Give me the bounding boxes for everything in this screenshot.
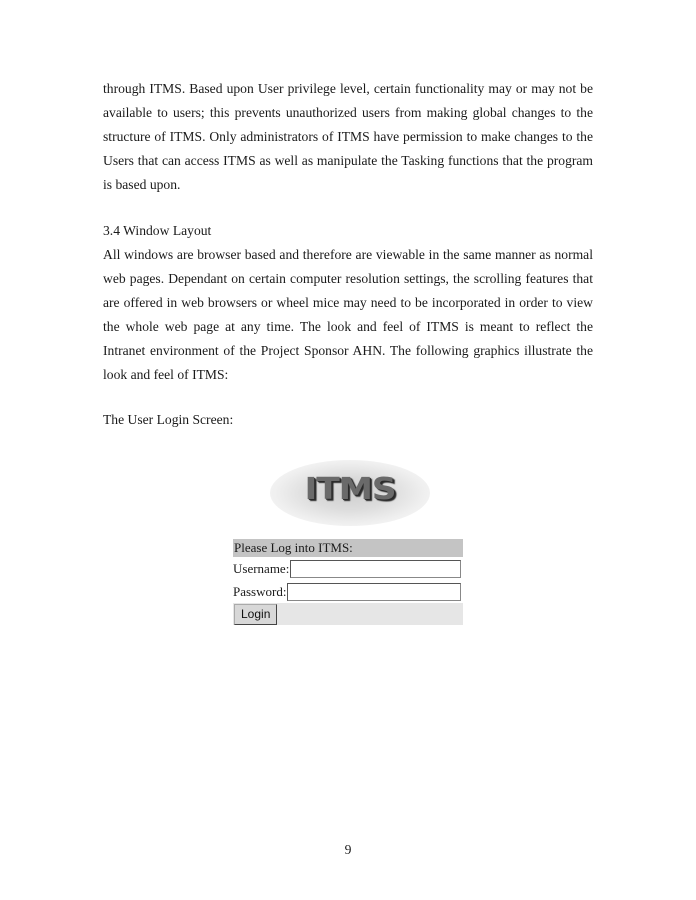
username-label: Username: [233, 560, 290, 576]
text-line: are offered in web browsers or wheel mice may need to be incorporated in order to view [103, 295, 593, 310]
text-line: the whole web page at any time. The look and feel of ITMS is meant to reflect the [103, 319, 593, 334]
paragraph-window-layout [103, 243, 593, 387]
username-input[interactable] [290, 560, 461, 578]
text-line: web pages. Dependant on certain computer resolution settings, the scrolling features that [103, 271, 593, 286]
text-line: available to users; this prevents unauthorized users from making global changes to the [103, 105, 593, 120]
paragraph-privileges [103, 77, 593, 197]
section-heading: 3.4 Window Layout [103, 223, 212, 238]
username-row [233, 557, 463, 580]
password-label: Password: [233, 583, 287, 599]
text-line: through ITMS. Based upon User privilege level, certain functionality may or may not be [103, 81, 593, 96]
itms-logo [262, 452, 438, 532]
text-line: structure of ITMS. Only administrators of ITMS have permission to make changes to the [103, 129, 593, 144]
text-line: look and feel of ITMS: [103, 367, 229, 382]
login-button[interactable]: Login [234, 604, 277, 625]
text-line: Intranet environment of the Project Sponsor AHN. The following graphics illustrate the [103, 343, 593, 358]
text-line: All windows are browser based and therefore are viewable in the same manner as normal [103, 247, 593, 262]
login-form [233, 539, 463, 625]
figure-caption: The User Login Screen: [103, 412, 234, 427]
password-row [233, 580, 463, 603]
password-input[interactable] [287, 583, 461, 601]
login-header: Please Log into ITMS: [233, 539, 463, 557]
text-line: is based upon. [103, 177, 181, 192]
page-number: 9 [344, 842, 352, 857]
logo-text: ITMS [304, 472, 396, 507]
text-line: Users that can access ITMS as well as manipulate the Tasking functions that the program [103, 153, 593, 168]
login-button-row [233, 603, 463, 625]
